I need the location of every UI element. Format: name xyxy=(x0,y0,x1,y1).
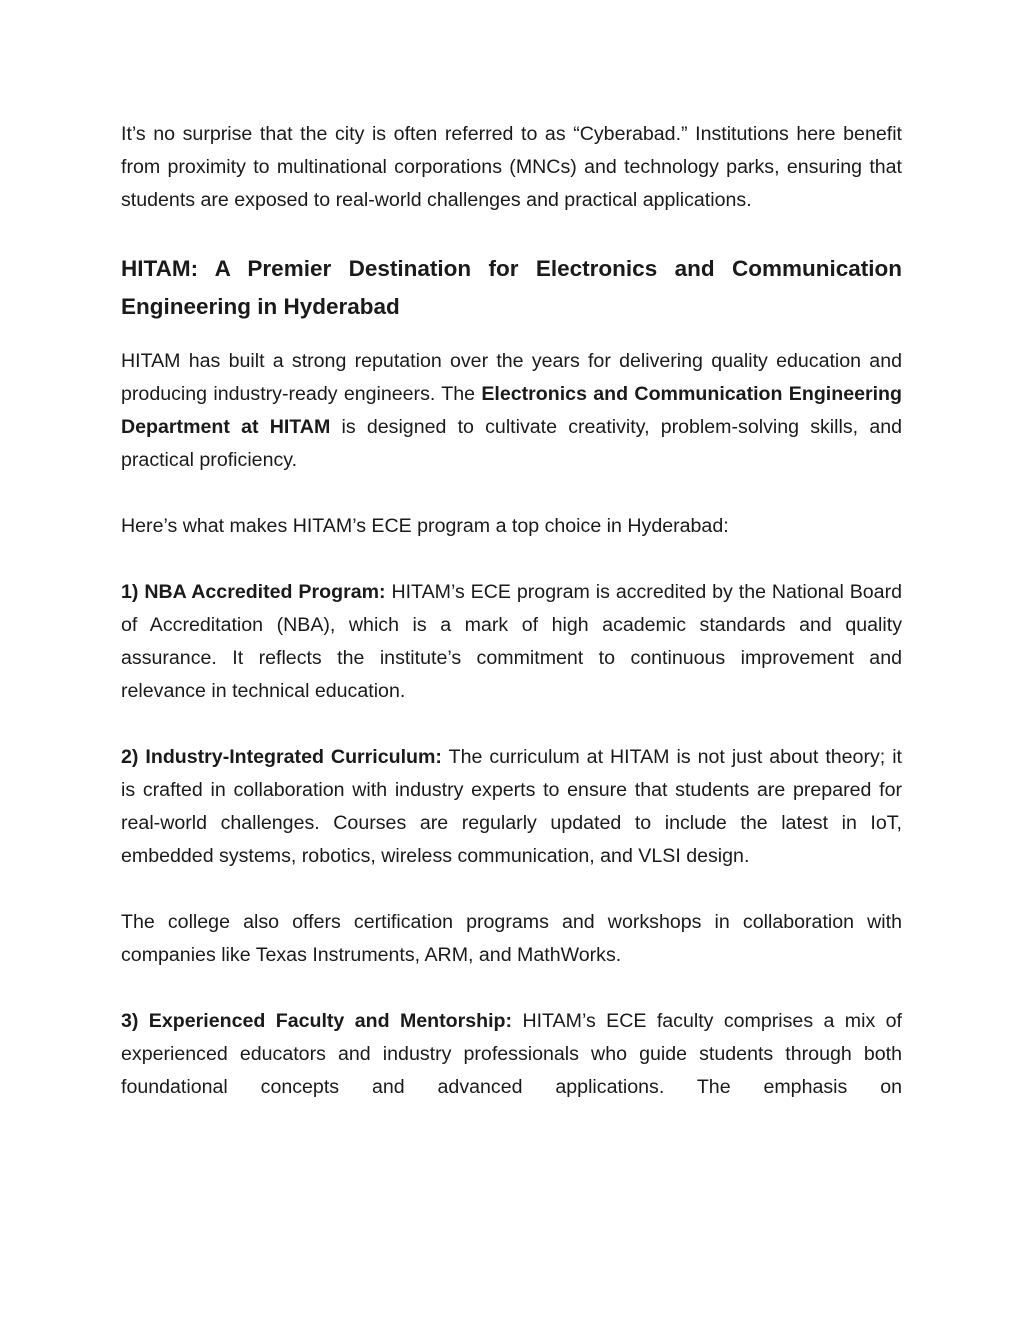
reputation-text-start: HITAM has built a strong reputation over the years for delivering quality education and producing industry-ready engineers. The xyxy=(121,350,902,405)
point-label: 3) Experienced Faculty and Mentorship: xyxy=(121,1010,513,1032)
point-text: The curriculum at HITAM is not just about theory; it is crafted in collaboration with industry experts to ensure that students are prepared for real-world challenges. Courses are regularly updated to include the latest in IoT, embedded systems, robotics, wireless communication, and VLSI design. xyxy=(121,746,902,867)
spacer xyxy=(121,873,902,906)
spacer xyxy=(121,326,902,345)
spacer xyxy=(121,477,902,510)
point-faculty-mentorship xyxy=(121,1005,902,1104)
section-heading: HITAM: A Premier Destination for Electronics and Communication Engineering in Hyderabad xyxy=(121,256,902,319)
document-page xyxy=(121,118,902,1104)
spacer xyxy=(121,217,902,250)
point-label: 2) Industry-Integrated Curriculum: xyxy=(121,746,442,768)
spacer xyxy=(121,708,902,741)
point-nba-accreditation xyxy=(121,576,902,708)
spacer xyxy=(121,972,902,1005)
point-text: HITAM’s ECE program is accredited by the National Board of Accreditation (NBA), which is a mark of high academic standards and quality assurance. It reflects the institute’s commitment to continuous improvement and relevance in technical education. xyxy=(121,581,902,702)
certification-paragraph: The college also offers certification programs and workshops in collaboration with companies like Texas Instruments, ARM, and MathWorks. xyxy=(121,911,902,966)
reputation-text-end: is designed to cultivate creativity, problem-solving skills, and practical proficiency. xyxy=(121,416,903,471)
department-name: Electronics and Communication Engineering Department at HITAM xyxy=(121,383,902,438)
lead-in-paragraph: Here’s what makes HITAM’s ECE program a top choice in Hyderabad: xyxy=(121,515,729,537)
point-label: 1) NBA Accredited Program: xyxy=(121,581,386,603)
reputation-paragraph xyxy=(121,345,902,477)
intro-paragraph: It’s no surprise that the city is often referred to as “Cyberabad.” Institutions here benefit from proximity to multinational corporations (MNCs) and technology parks, ensuring that students are exposed to real-world challenges and practical applications. xyxy=(121,123,902,211)
point-industry-curriculum xyxy=(121,741,902,873)
point-text: HITAM’s ECE faculty comprises a mix of experienced educators and industry professionals who guide students through both foundational concepts and advanced applications. The emphasis on xyxy=(121,1010,902,1098)
spacer xyxy=(121,543,902,576)
